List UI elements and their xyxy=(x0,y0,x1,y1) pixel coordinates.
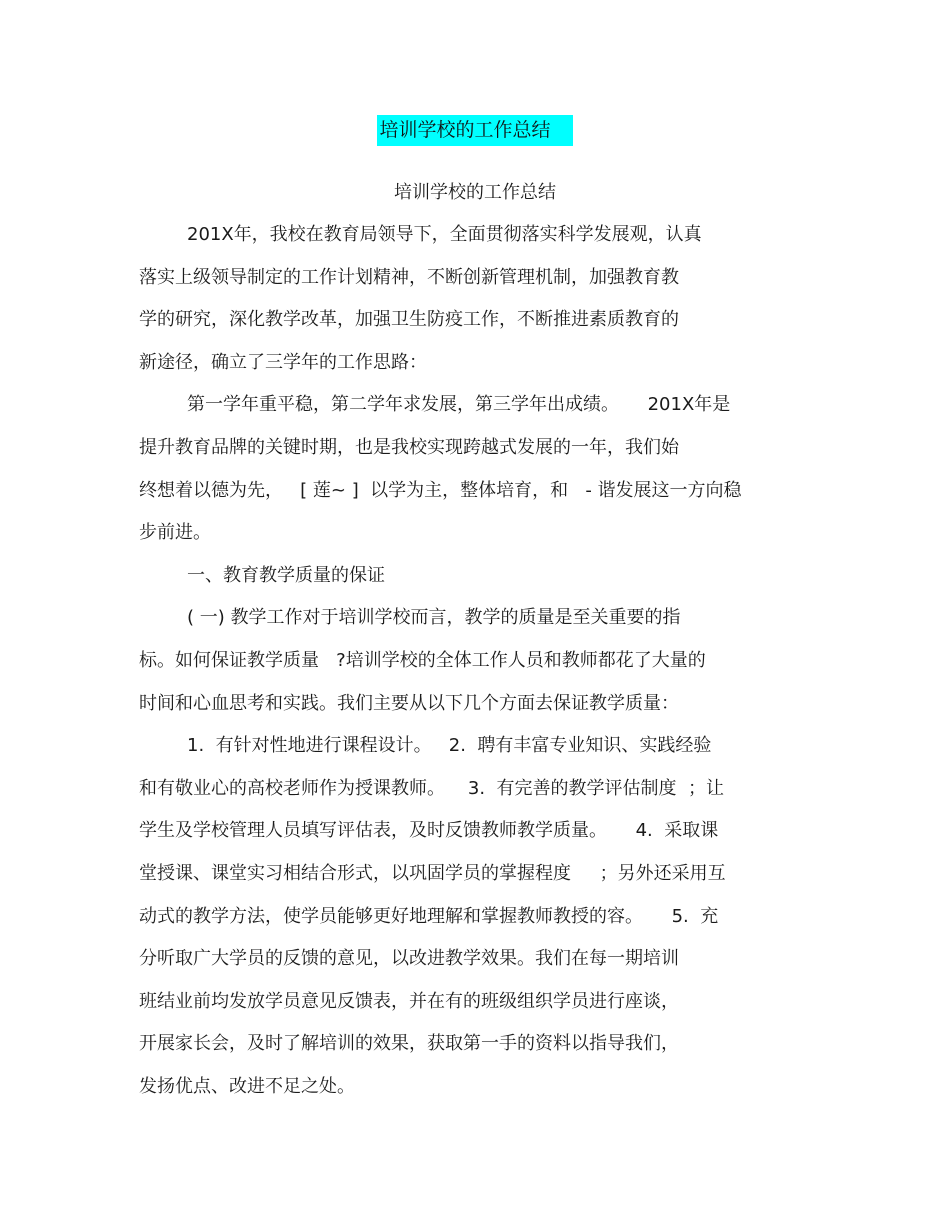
paragraph-line: 提升教育品牌的关键时期，也是我校实现跨越式发展的一年，我们始 xyxy=(139,436,679,458)
paragraph-line: 一、教育教学质量的保证 xyxy=(187,564,385,586)
paragraph-line: 动式的教学方法，使学员能够更好地理解和掌握教师教授的容。 5. 充 xyxy=(139,905,719,927)
paragraph-line: 学生及学校管理人员填写评估表，及时反馈教师教学质量。 4. 采取课 xyxy=(139,820,719,842)
paragraph-line: 班结业前均发放学员意见反馈表，并在有的班级组织学员进行座谈， xyxy=(139,990,679,1012)
paragraph-line: 堂授课、课堂实习相结合形式，以巩固学员的掌握程度 ；另外还采用互 xyxy=(139,862,726,884)
paragraph-line: 终想着以德为先， [ 莲~ ] 以学为主，整体培育，和 - 谐发展这一方向稳 xyxy=(139,479,742,501)
paragraph-line: 新途径，确立了三学年的工作思路： xyxy=(139,351,427,373)
document-subtitle: 培训学校的工作总结 xyxy=(394,182,556,203)
paragraph-line: ( 一) 教学工作对于培训学校而言，教学的质量是至关重要的指 xyxy=(187,607,681,629)
document-body xyxy=(139,218,811,1112)
title-container xyxy=(0,115,950,146)
paragraph-line: 时间和心血思考和实践。我们主要从以下几个方面去保证教学质量： xyxy=(139,692,679,714)
paragraph-line: 201X年，我校在教育局领导下，全面贯彻落实科学发展观，认真 xyxy=(187,224,702,245)
paragraph-line: 学的研究，深化教学改革，加强卫生防疫工作，不断推进素质教育的 xyxy=(139,309,679,331)
paragraph-line: 分听取广大学员的反馈的意见，以改进教学效果。我们在每一期培训 xyxy=(139,948,679,970)
paragraph-line: 标。如何保证教学质量 ?培训学校的全体工作人员和教师都花了大量的 xyxy=(139,649,706,671)
paragraph-line: 落实上级领导制定的工作计划精神，不断创新管理机制，加强教育教 xyxy=(139,266,679,288)
document-title: 培训学校的工作总结 xyxy=(377,115,572,146)
paragraph-line: 步前进。 xyxy=(139,522,211,544)
paragraph-line: 发扬优点、改进不足之处。 xyxy=(139,1075,355,1097)
paragraph-line: 第一学年重平稳，第二学年求发展，第三学年出成绩。 201X年是 xyxy=(187,394,731,416)
paragraph-line: 和有敬业心的高校老师作为授课教师。 3. 有完善的教学评估制度 ；让 xyxy=(139,777,724,799)
paragraph-line: 1. 有针对性地进行课程设计。 2. 聘有丰富专业知识、实践经验 xyxy=(187,735,712,757)
paragraph-line: 开展家长会，及时了解培训的效果，获取第一手的资料以指导我们， xyxy=(139,1033,679,1055)
